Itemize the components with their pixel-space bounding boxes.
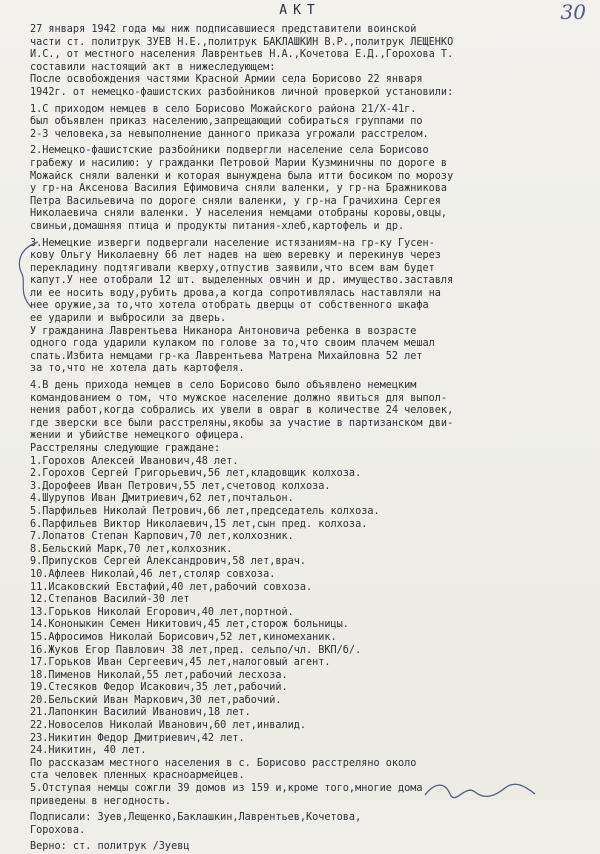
text-line: 8.Бельский Марк,70 лет,колхозник. [30, 543, 233, 555]
page-number: 30 [560, 0, 586, 24]
text-line: У гражданина Лаврентьева Никанора Антоновича ребенка в возрасте [30, 325, 417, 337]
text-line: 16.Жуков Егор Павлович 38 лет,пред. сельпо/чл. ВКП/б/. [30, 644, 362, 656]
text-line: грабежу и насилию: у гражданки Петровой Марии Кузминичны по дороге в [30, 157, 448, 169]
text-line: 20.Бельский Иван Маркович,30 лет,рабочий. [30, 694, 282, 706]
text-line: 5.Парфильев Николай Петрович,66 лет,председатель колхоза. [30, 505, 380, 517]
text-line: за то,что не хотела дать картофеля. [30, 363, 245, 375]
text-line: 2.Горохов Сергей Григорьевич,56 лет,кладовщик колхоза. [30, 468, 362, 480]
text-line: 3.Немецкие изверги подвергали население истязаниям-на гр-ку Гусен- [30, 237, 435, 249]
text-line: 21.Лапонкин Василий Иванович,18 лет. [30, 707, 251, 719]
text-line: 10.Афлеев Николай,46 лет,столяр совхоза. [30, 568, 276, 580]
text-line: 9.Припусков Сергей Александрович,58 лет,врач. [30, 556, 307, 568]
text-line: Верно: ст. политрук /Зуевц [30, 841, 190, 853]
text-line: нения работ,когда собрались их увели в овраг в количестве 24 человек, [30, 405, 454, 417]
text-line: 24.Никитин, 40 лет. [30, 745, 147, 757]
text-line: 18.Пименов Николай,55 лет,рабочий лесхоза. [30, 669, 288, 681]
text-line: 6.Парфильев Виктор Николаевич,15 лет,сын пред. колхоза. [30, 518, 368, 530]
text-line: 14.Кононыкин Семен Никитович,45 лет,сторож больницы. [30, 619, 349, 631]
text-line: 11.Исаковский Евстафий,40 лет,рабочий совхоза. [30, 581, 313, 593]
text-line: 1.С приходом немцев в село Борисово Можайского района 21/Х-41г. [30, 103, 417, 115]
handwritten-signature [420, 780, 540, 800]
text-line: был объявлен приказ населению,запрещающий собираться группами по [30, 116, 423, 128]
text-line: 22.Новоселов Николай Иванович,60 лет,инвалид. [30, 720, 307, 732]
text-line: 5.Отступая немцы сожгли 39 домов из 159 и,кроме того,многие дома [30, 783, 423, 795]
text-line: 1942г. от немецко-фашистских разбойников личной проверкой установили: [30, 86, 454, 98]
text-line: Можайск сняли валенки и которая вынуждена была итти босиком по морозу [30, 170, 454, 182]
text-line: 7.Лопатов Степан Карпович,70 лет,колхозник. [30, 531, 294, 543]
text-line: одного года ударили кулаком по голове за то,что своим плачем мешал [30, 338, 435, 350]
text-line: Подписали: Зуев,Лещенко,Баклашкин,Лаврентьев,Кочетова, [30, 812, 362, 824]
text-line: 13.Горьков Николай Егорович,40 лет,портной. [30, 606, 294, 618]
text-line: ли ее носить воду,рубить дрова,а когда сопротивлялась наставляли на [30, 287, 441, 299]
text-line: 19.Стесяков Федор Исакович,35 лет,рабочий. [30, 682, 288, 694]
text-line: составили настоящий акт в нижеследующем: [30, 61, 276, 73]
text-line: 2-3 человека,за невыполнение данного приказа угрожали расстрелом. [30, 128, 429, 140]
text-line: По рассказам местного населения в с. Борисово расстреляно около [30, 757, 417, 769]
text-line: Горохова. [30, 824, 86, 836]
text-line: кову Ольгу Николаевну 66 лет надев на шею веревку и перекинув через [30, 250, 441, 262]
text-line: 4.В день прихода немцев в село Борисово было объявлено немецким [30, 380, 417, 392]
text-line: где зверски все были расстреляны,якобы за участие в партизанском дви- [30, 417, 454, 429]
text-line: части ст. политрук ЗУЕВ Н.Е.,политрук БАКЛАШКИН В.Р.,политрук ЛЕЩЕНКО [30, 36, 454, 48]
text-line: Расстреляны следующие граждане: [30, 443, 221, 454]
text-line: 2.Немецко-фашистские разбойники подвергли население села Борисово [30, 145, 429, 157]
text-line: у гр-на Аксенова Василия Ефимовича сняли валенки, у гр-на Бражникова [30, 183, 448, 195]
text-line: 12.Степанов Василий-30 лет [30, 594, 190, 606]
text-line: свиньи,домашняя птица и продукты питания-хлеб,картофель и др. [30, 220, 405, 232]
text-line: 3.Дорофеев Иван Петрович,55 лет,счетовод колхоза. [30, 480, 331, 492]
text-line: спать.Избита немцами гр-ка Лаврентьева Матрена Михайловна 52 лет [30, 350, 423, 362]
text-line: 17.Горьков Иван Сергеевич,45 лет,налоговый агент. [30, 657, 331, 669]
margin-bracket-mark [12, 240, 42, 310]
text-line: После освобождения частями Красной Армии села Борисово 22 января [30, 74, 423, 86]
text-line: 15.Афросимов Николай Борисович,52 лет,киномеханик. [30, 631, 337, 643]
text-line: командованием о том, что мужское население должно явиться для выпол- [30, 392, 448, 404]
text-line: капут.У нее отобрали 12 шт. выделенных овчин и др. имущество.заставля [30, 275, 454, 287]
text-line: жении и убийстве немецкого офицера. [30, 430, 245, 442]
text-line: 27 января 1942 года мы ниж подписавшиеся представители воинской [30, 24, 417, 35]
text-line: 1.Горохов Алексей Иванович,48 лет. [30, 455, 239, 467]
text-line: И.С., от местного населения Лаврентьев Н.А.,Кочетова Е.Д.,Горохова Т. [30, 49, 454, 61]
text-line: ее ударили и выбросили за дверь. [30, 313, 227, 325]
document-body [30, 24, 590, 854]
text-line: перекладину подтягивали кверху,отпустив заявили,что всем вам будет [30, 262, 435, 274]
text-line: Петра Васильевича по дороге сняли валенки, у гр-на Грачихина Сергея [30, 195, 441, 207]
text-line: ста человек пленных красноармейцев. [30, 770, 245, 782]
text-line: 23.Никитин Федор Дмитриевич,42 лет. [30, 732, 245, 744]
text-line: приведены в негодность. [30, 795, 172, 807]
text-line: нее оружие,за то,что хотела отобрать дверцы от собственного шкафа [30, 300, 429, 312]
text-line: 4.Шурупов Иван Дмитриевич,62 лет,почтальон. [30, 493, 294, 505]
text-line: Николаевича сняли валенки. У населения немцами отобраны коровы,овцы, [30, 208, 448, 220]
document-title: АКТ [279, 3, 321, 18]
